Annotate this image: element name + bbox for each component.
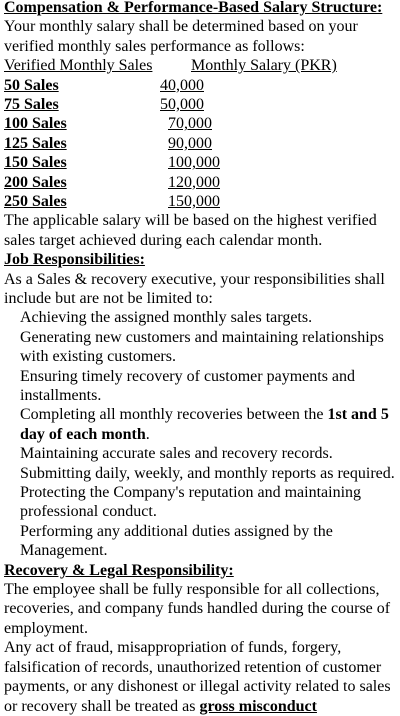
- salary-table-row: [4, 153, 400, 172]
- job-intro-line-2: include but are not be limited to:: [4, 289, 213, 307]
- recovery-line-1: The employee shall be fully responsible for all collections,: [4, 581, 380, 599]
- duty-item-continued: [20, 425, 400, 444]
- job-intro-line-1: As a Sales & recovery executive, your responsibilities shall: [4, 270, 385, 288]
- duty-bold-day: day of each month: [20, 425, 146, 443]
- salary-table-row: [4, 114, 400, 133]
- intro-line-1: Your monthly salary shall be determined based on your: [4, 18, 358, 36]
- duty-item: Generating new customers and maintaining relationships: [20, 328, 384, 346]
- fraud-line-2: falsification of records, unauthorized retention of customer: [4, 658, 382, 676]
- salary-table-row: [4, 134, 400, 153]
- duty-item: Submitting daily, weekly, and monthly reports as required.: [20, 464, 395, 482]
- duty-item: Maintaining accurate sales and recovery records.: [20, 445, 333, 463]
- fraud-text: or recovery shall be treated as: [4, 697, 200, 715]
- salary-table-row: [4, 95, 400, 114]
- sales-cell: 200 Sales: [4, 173, 67, 191]
- duty-item: Achieving the assigned monthly sales targets.: [20, 309, 313, 327]
- duty-item-continued: Management.: [20, 542, 108, 560]
- intro-line-2: verified monthly sales performance as follows:: [4, 37, 305, 55]
- col-header-salary: Monthly Salary (PKR): [191, 57, 337, 75]
- salary-cell: 50,000: [160, 96, 204, 113]
- duty-text: .: [145, 425, 150, 443]
- salary-cell: 150,000: [168, 192, 220, 210]
- sales-cell: 250 Sales: [4, 192, 67, 210]
- sales-cell: 125 Sales: [4, 134, 67, 152]
- duty-item: Protecting the Company's reputation and maintaining: [20, 484, 362, 502]
- recovery-line-2: recoveries, and company funds handled during the course of: [4, 600, 391, 618]
- recovery-line-3: employment.: [4, 619, 88, 637]
- salary-cell: 40,000: [160, 76, 204, 94]
- heading-compensation: Compensation & Performance-Based Salary Structure:: [4, 0, 383, 16]
- gross-misconduct: gross misconduct: [199, 697, 317, 715]
- sales-cell: 150 Sales: [4, 154, 67, 172]
- duty-text: Completing all monthly recoveries between the: [20, 406, 328, 424]
- sales-cell: 75 Sales: [4, 96, 59, 113]
- heading-recovery-legal: Recovery & Legal Responsibility:: [4, 561, 234, 579]
- col-header-sales: Verified Monthly Sales: [4, 57, 153, 75]
- duty-item-continued: professional conduct.: [20, 503, 157, 521]
- duty-item: Performing any additional duties assigned by the: [20, 522, 333, 540]
- salary-table-row: [4, 76, 400, 95]
- salary-cell: 70,000: [168, 115, 212, 133]
- document-body: [4, 0, 400, 716]
- salary-table-row: [4, 192, 400, 211]
- duty-item: [20, 405, 400, 424]
- salary-cell: 100,000: [168, 154, 220, 172]
- fraud-line-1: Any act of fraud, misappropriation of funds, forgery,: [4, 639, 342, 657]
- duty-item: Ensuring timely recovery of customer payments and: [20, 367, 356, 385]
- salary-table-row: [4, 173, 400, 192]
- duty-bold-dates: 1st and 5: [327, 406, 389, 424]
- heading-job-responsibilities: Job Responsibilities:: [4, 251, 145, 269]
- applicable-line-1: The applicable salary will be based on the highest verified: [4, 212, 377, 230]
- fraud-line-4: [4, 697, 400, 716]
- salary-cell: 90,000: [168, 134, 212, 152]
- fraud-line-3: payments, or any dishonest or illegal activity related to sales: [4, 678, 391, 696]
- applicable-line-2: sales target achieved during each calendar month.: [4, 231, 323, 249]
- salary-cell: 120,000: [168, 173, 220, 191]
- duty-item-continued: installments.: [20, 387, 102, 404]
- sales-cell: 100 Sales: [4, 115, 67, 133]
- salary-table-header: [4, 56, 400, 75]
- sales-cell: 50 Sales: [4, 76, 59, 94]
- duties-list: [4, 308, 400, 560]
- duty-item-continued: with existing customers.: [20, 348, 176, 366]
